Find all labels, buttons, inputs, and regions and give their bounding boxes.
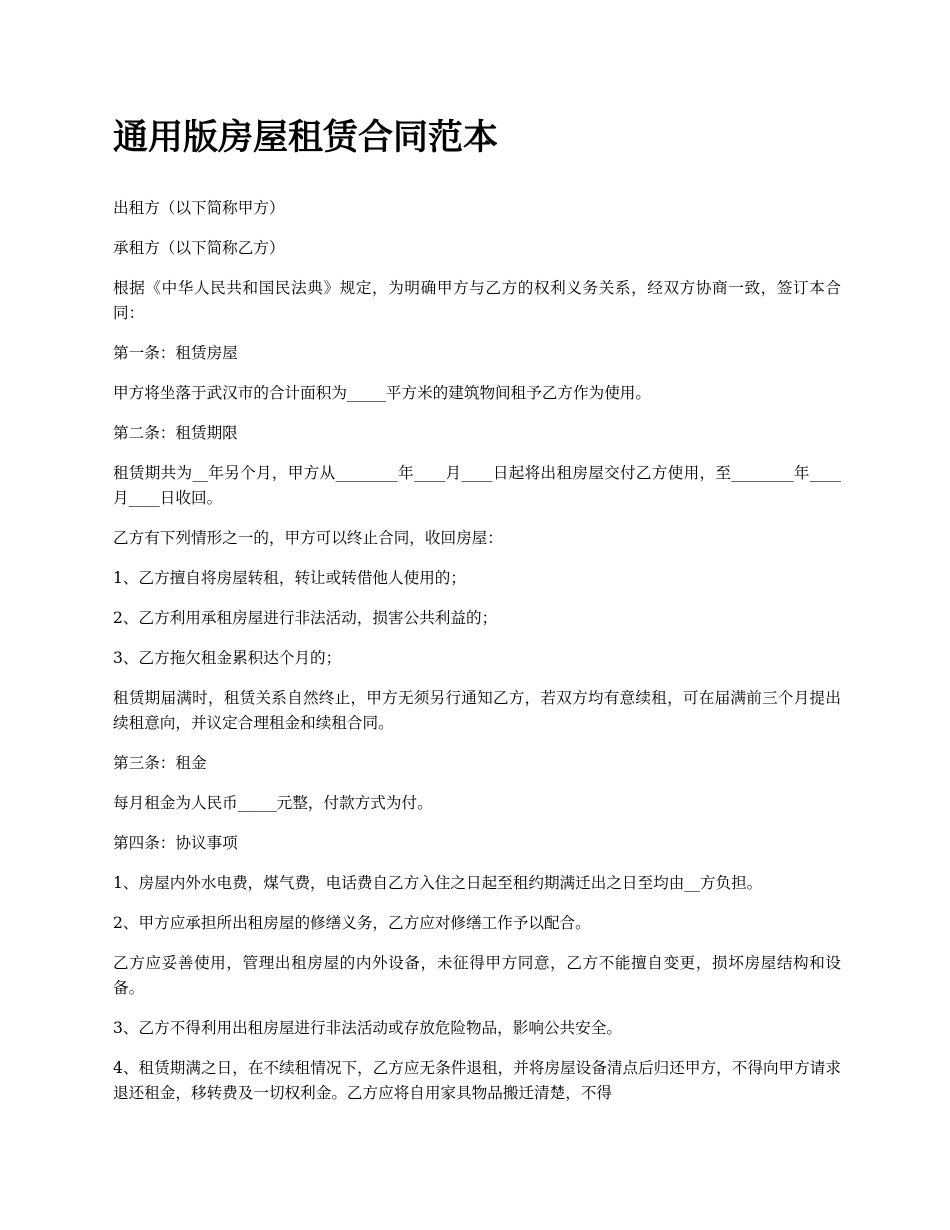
rent-paragraph: 每月租金为人民币_____元整，付款方式为付。 (113, 794, 433, 812)
lessor-line: 出租方（以下简称甲方） (113, 199, 285, 217)
lease-term-paragraph: 租赁期共为__年另个月，甲方从________年____月____日起将出租房屋交付乙方使用，至________年____月____日收回。 (113, 464, 841, 507)
document-title: 通用版房屋租赁合同范本 (113, 117, 499, 158)
document-page (113, 110, 841, 1121)
renewal-paragraph: 租赁期届满时，租赁关系自然终止，甲方无须另行通知乙方，若双方均有意续租，可在届满前三个月提出续租意向，并议定合理租金和续租合同。 (113, 689, 841, 732)
termination-item-3: 3、乙方拖欠租金累积达个月的； (113, 649, 342, 667)
agreement-item-1: 1、房屋内外水电费，煤气费，电话费自乙方入住之日起至租约期满迁出之日至均由__方负担。 (113, 874, 763, 892)
equipment-paragraph: 乙方应妥善使用，管理出租房屋的内外设备，未征得甲方同意，乙方不能擅自变更，损坏房屋结构和设备。 (113, 954, 841, 997)
preamble-paragraph: 根据《中华人民共和国民法典》规定，为明确甲方与乙方的权利义务关系，经双方协商一致，签订本合同： (113, 279, 841, 322)
termination-item-1: 1、乙方擅自将房屋转租，转让或转借他人使用的； (113, 569, 466, 587)
article-2-heading: 第二条：租赁期限 (113, 424, 238, 442)
article-1-heading: 第一条：租赁房屋 (113, 344, 238, 362)
agreement-item-4: 4、租赁期满之日，在不续租情况下，乙方应无条件退租，并将房屋设备清点后归还甲方，不得向甲方请求退还租金，移转费及一切权利金。乙方应将自用家具物品搬迁清楚，不得 (113, 1059, 841, 1102)
agreement-item-2: 2、甲方应承担所出租房屋的修缮义务，乙方应对修缮工作予以配合。 (113, 914, 591, 932)
lessee-line: 承租方（以下简称乙方） (113, 239, 285, 257)
agreement-item-3: 3、乙方不得利用出租房屋进行非法活动或存放危险物品，影响公共安全。 (113, 1019, 622, 1037)
article-3-heading: 第三条：租金 (113, 754, 207, 772)
termination-intro: 乙方有下列情形之一的，甲方可以终止合同，收回房屋： (113, 529, 503, 547)
article-1-body: 甲方将坐落于武汉市的合计面积为_____平方米的建筑物间租予乙方作为使用。 (113, 384, 651, 402)
article-4-heading: 第四条：协议事项 (113, 834, 238, 852)
termination-item-2: 2、乙方利用承租房屋进行非法活动，损害公共利益的； (113, 609, 498, 627)
